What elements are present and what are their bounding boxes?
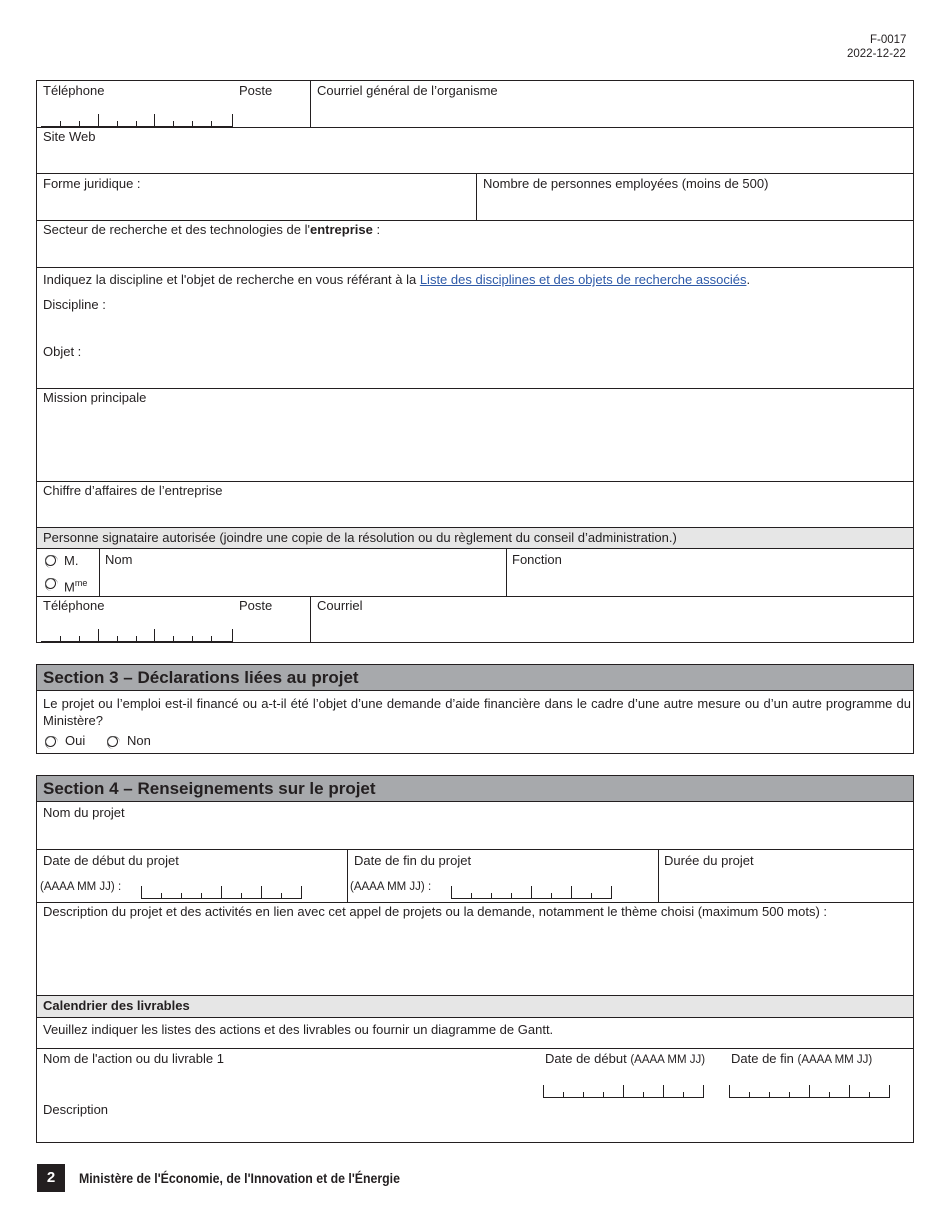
action-livrable-label: Nom de l'action ou du livrable 1 xyxy=(43,1051,224,1066)
objet-label: Objet : xyxy=(43,344,82,359)
signataire-courriel-field[interactable] xyxy=(312,615,912,641)
radio-oui-label: Oui xyxy=(65,733,86,748)
telephone-field[interactable] xyxy=(41,114,233,127)
description-projet-label: Description du projet et des activités en lien avec cet appel de projets ou la demande, notamment le thème choisi (maximum 500 mots) : xyxy=(43,904,828,919)
radio-non[interactable] xyxy=(107,736,118,747)
date-debut-format: (AAAA MM JJ) : xyxy=(40,881,122,893)
radio-non-label: Non xyxy=(127,733,151,748)
radio-monsieur-label: M. xyxy=(64,553,79,568)
signataire-telephone-field[interactable] xyxy=(41,629,233,642)
chiffre-affaires-field[interactable] xyxy=(38,500,912,526)
forme-juridique-field[interactable] xyxy=(38,193,474,219)
action-description-field[interactable] xyxy=(38,1119,912,1141)
nom-projet-field[interactable] xyxy=(38,822,912,848)
signataire-header: Personne signataire autorisée (joindre une copie de la résolution ou du règlement du conseil d’administration.) xyxy=(43,530,677,545)
nombre-employes-field[interactable] xyxy=(478,193,912,219)
calendrier-instruction: Veuillez indiquer les listes des actions et des livrables ou fournir un diagramme de Gantt. xyxy=(43,1022,554,1037)
date-debut-projet-field[interactable] xyxy=(141,886,302,899)
signataire-poste-label: Poste xyxy=(239,598,273,613)
mission-label: Mission principale xyxy=(43,390,147,405)
page-number: 2 xyxy=(37,1164,65,1192)
section4-title: Section 4 – Renseignements sur le projet xyxy=(43,779,376,798)
action-date-fin-label: Date de fin (AAAA MM JJ) xyxy=(731,1051,873,1066)
calendrier-label: Calendrier des livrables xyxy=(43,998,190,1013)
objet-field[interactable] xyxy=(100,341,911,363)
action-date-fin-field[interactable] xyxy=(729,1085,890,1098)
action-description-label: Description xyxy=(43,1102,109,1117)
poste-label: Poste xyxy=(239,83,273,98)
discipline-intro: Indiquez la discipline et l'objet de recherche en vous référant à la Liste des disciplines et des objets de recherche associés. xyxy=(43,272,751,287)
action-date-debut-label: Date de début (AAAA MM JJ) xyxy=(545,1051,706,1066)
site-web-field[interactable] xyxy=(38,146,912,172)
radio-madame-label: $M^{me}$ xyxy=(64,578,88,595)
signataire-telephone-label: Téléphone xyxy=(43,598,105,613)
date-fin-projet-field[interactable] xyxy=(451,886,612,899)
description-projet-field[interactable] xyxy=(38,922,912,994)
secteur-label: Secteur de recherche et des technologies de l'entreprise : xyxy=(43,222,381,237)
discipline-label: Discipline : xyxy=(43,297,106,312)
action-livrable-field[interactable] xyxy=(38,1068,538,1094)
disciplines-list-link[interactable]: Liste des disciplines et des objets de recherche associés xyxy=(419,272,747,287)
ministry-name: Ministère de l'Économie, de l'Innovation et de l'Énergie xyxy=(79,1170,400,1186)
secteur-field[interactable] xyxy=(38,240,912,266)
radio-madame[interactable] xyxy=(45,578,56,589)
signataire-fonction-field[interactable] xyxy=(508,569,912,595)
radio-monsieur[interactable] xyxy=(45,555,56,566)
nom-projet-label: Nom du projet xyxy=(43,805,125,820)
radio-oui[interactable] xyxy=(45,736,56,747)
duree-projet-label: Durée du projet xyxy=(664,853,754,868)
section3-question: Le projet ou l’emploi est-il financé ou a-t-il été l’objet d’une demande d’aide financière dans le cadre d’une autre mesure ou d’un autre programme du Ministère? xyxy=(43,696,911,728)
date-fin-projet-label: Date de fin du projet xyxy=(354,853,472,868)
nombre-employes-label: Nombre de personnes employées (moins de 500) xyxy=(483,176,769,191)
date-fin-format: (AAAA MM JJ) : xyxy=(350,881,432,893)
section3-title: Section 3 – Déclarations liées au projet xyxy=(43,668,359,687)
telephone-label: Téléphone xyxy=(43,83,105,98)
action-date-debut-field[interactable] xyxy=(543,1085,704,1098)
courriel-general-label: Courriel général de l’organisme xyxy=(317,83,498,98)
duree-projet-field[interactable] xyxy=(660,871,912,901)
chiffre-affaires-label: Chiffre d’affaires de l’entreprise xyxy=(43,483,223,498)
form-date: 2022-12-22 xyxy=(847,48,906,60)
signataire-courriel-label: Courriel xyxy=(317,598,363,613)
site-web-label: Site Web xyxy=(43,129,96,144)
signataire-fonction-label: Fonction xyxy=(512,552,562,567)
forme-juridique-label: Forme juridique : xyxy=(43,176,141,191)
mission-field[interactable] xyxy=(38,408,912,480)
signataire-nom-label: Nom xyxy=(105,552,133,567)
date-debut-projet-label: Date de début du projet xyxy=(43,853,179,868)
form-code: F-0017 xyxy=(870,34,907,46)
discipline-field[interactable] xyxy=(125,294,911,316)
courriel-general-field[interactable] xyxy=(312,100,912,126)
signataire-nom-field[interactable] xyxy=(101,569,504,595)
